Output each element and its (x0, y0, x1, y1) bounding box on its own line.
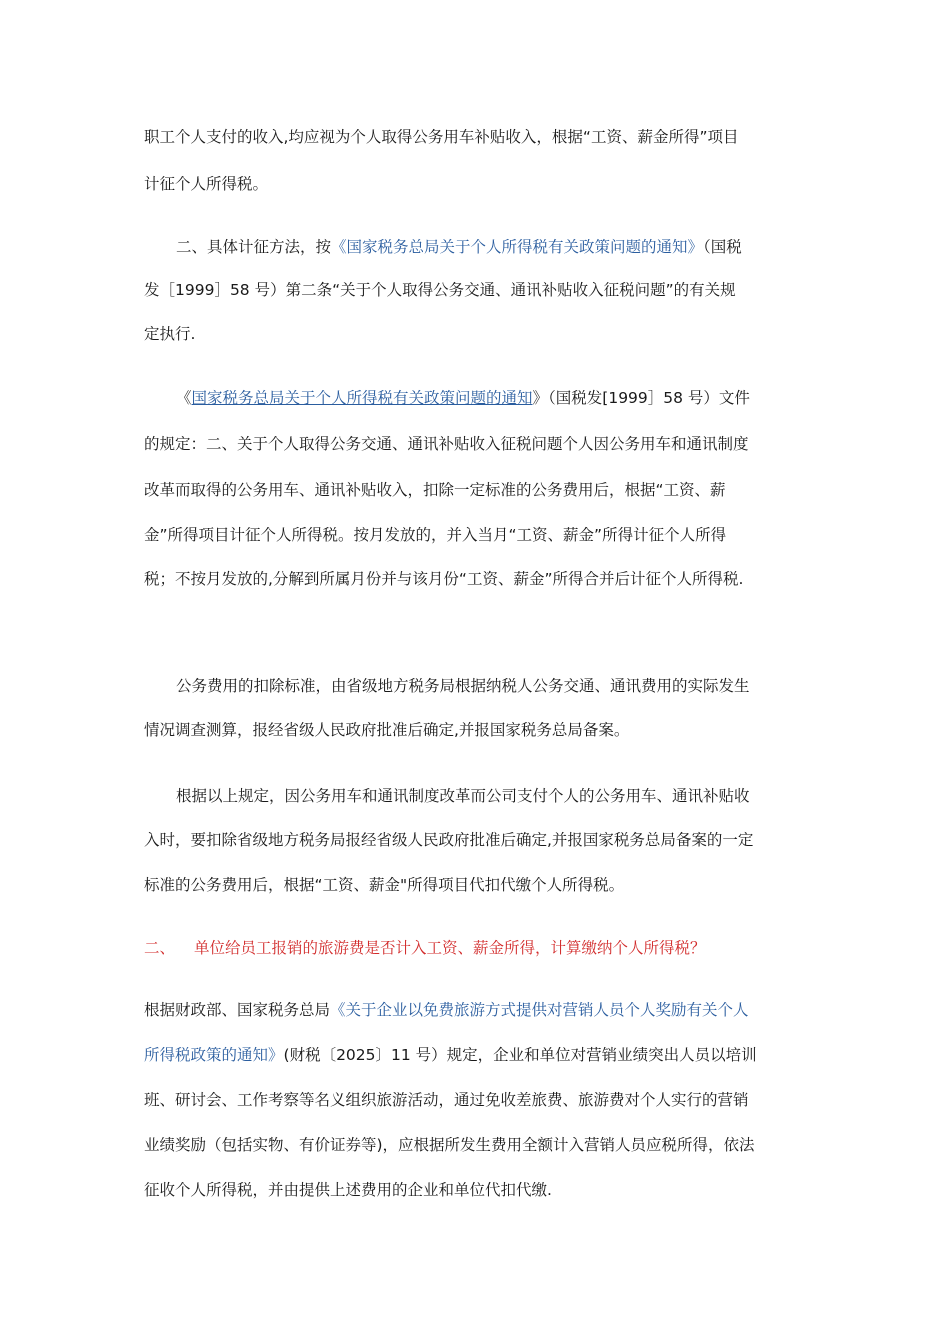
paragraph-2-line-2: 发［1999］58 号）第二条“关于个人取得公务交通、通讯补贴收入征税问题”的有关规 (144, 281, 736, 299)
section-heading-text: 单位给员工报销的旅游费是否计入工资、薪金所得，计算缴纳个人所得税？ (194, 939, 706, 957)
paragraph-6-line-5: 征收个人所得税，并由提供上述费用的企业和单位代扣代缴. (144, 1181, 552, 1199)
paragraph-1-line-2: 计征个人所得税。 (144, 175, 269, 193)
paragraph-6-line-4: 业绩奖励（包括实物、有价证券等)，应根据所发生费用全额计入营销人员应税所得，依法 (144, 1136, 755, 1154)
tax-notice-underlined-link[interactable]: 国家税务总局关于个人所得税有关政策问题的通知 (191, 389, 533, 407)
paragraph-3-line-3: 改革而取得的公务用车、通讯补贴收入，扣除一定标准的公务费用后，根据“工资、薪 (144, 481, 726, 499)
paragraph-2-line-1 (176, 237, 742, 257)
paragraph-3-line-1 (176, 388, 750, 408)
paragraph-3-line-4: 金”所得项目计征个人所得税。按月发放的，并入当月“工资、薪金”所得计征个人所得 (144, 526, 727, 544)
paragraph-3-line-2: 的规定：二、关于个人取得公务交通、通讯补贴收入征税问题个人因公务用车和通讯制度 (144, 435, 749, 453)
section-heading-number: 二、 (144, 939, 176, 957)
paragraph-2-text-tail: （国税 (703, 238, 742, 256)
paragraph-6-text-tail: (财税〔2025〕11 号）规定，企业和单位对营销业绩突出人员以培训 (283, 1046, 757, 1064)
paragraph-2-text: 二、具体计征方法，按 (176, 238, 332, 256)
paragraph-4-line-1: 公务费用的扣除标准，由省级地方税务局根据纳税人公务交通、通讯费用的实际发生 (176, 677, 750, 695)
paragraph-2-line-3: 定执行. (144, 325, 196, 343)
travel-reward-notice-link-cont[interactable]: 所得税政策的通知》 (144, 1046, 284, 1064)
paragraph-5-line-2: 入时，要扣除省级地方税务局报经省级人民政府批准后确定,并报国家税务总局备案的一定 (144, 831, 754, 849)
paragraph-6-line-1 (144, 1000, 749, 1020)
paragraph-4-line-2: 情况调查测算，报经省级人民政府批准后确定,并报国家税务总局备案。 (144, 721, 630, 739)
paragraph-3-line-5: 税；不按月发放的,分解到所属月份并与该月份“工资、薪金”所得合并后计征个人所得税. (144, 570, 744, 588)
paragraph-6-line-2 (144, 1045, 757, 1065)
paragraph-6-text: 根据财政部、国家税务总局 (144, 1001, 331, 1019)
section-heading (144, 938, 706, 958)
travel-reward-notice-link[interactable]: 《关于企业以免费旅游方式提供对营销人员个人奖励有关个人 (330, 1001, 749, 1019)
paragraph-3-bracket-open: 《 (176, 389, 192, 407)
tax-notice-link[interactable]: 《国家税务总局关于个人所得税有关政策问题的通知》 (331, 238, 704, 256)
paragraph-6-line-3: 班、研讨会、工作考察等名义组织旅游活动，通过免收差旅费、旅游费对个人实行的营销 (144, 1091, 749, 1109)
paragraph-5-line-1: 根据以上规定，因公务用车和通讯制度改革而公司支付个人的公务用车、通讯补贴收 (176, 787, 750, 805)
paragraph-1-line-1: 职工个人支付的收入,均应视为个人取得公务用车补贴收入，根据“工资、薪金所得”项目 (144, 128, 739, 146)
paragraph-3-text-tail: 》（国税发[1999］58 号）文件 (532, 389, 750, 407)
paragraph-5-line-3: 标准的公务费用后，根据“工资、薪金"所得项目代扣代缴个人所得税。 (144, 876, 625, 894)
